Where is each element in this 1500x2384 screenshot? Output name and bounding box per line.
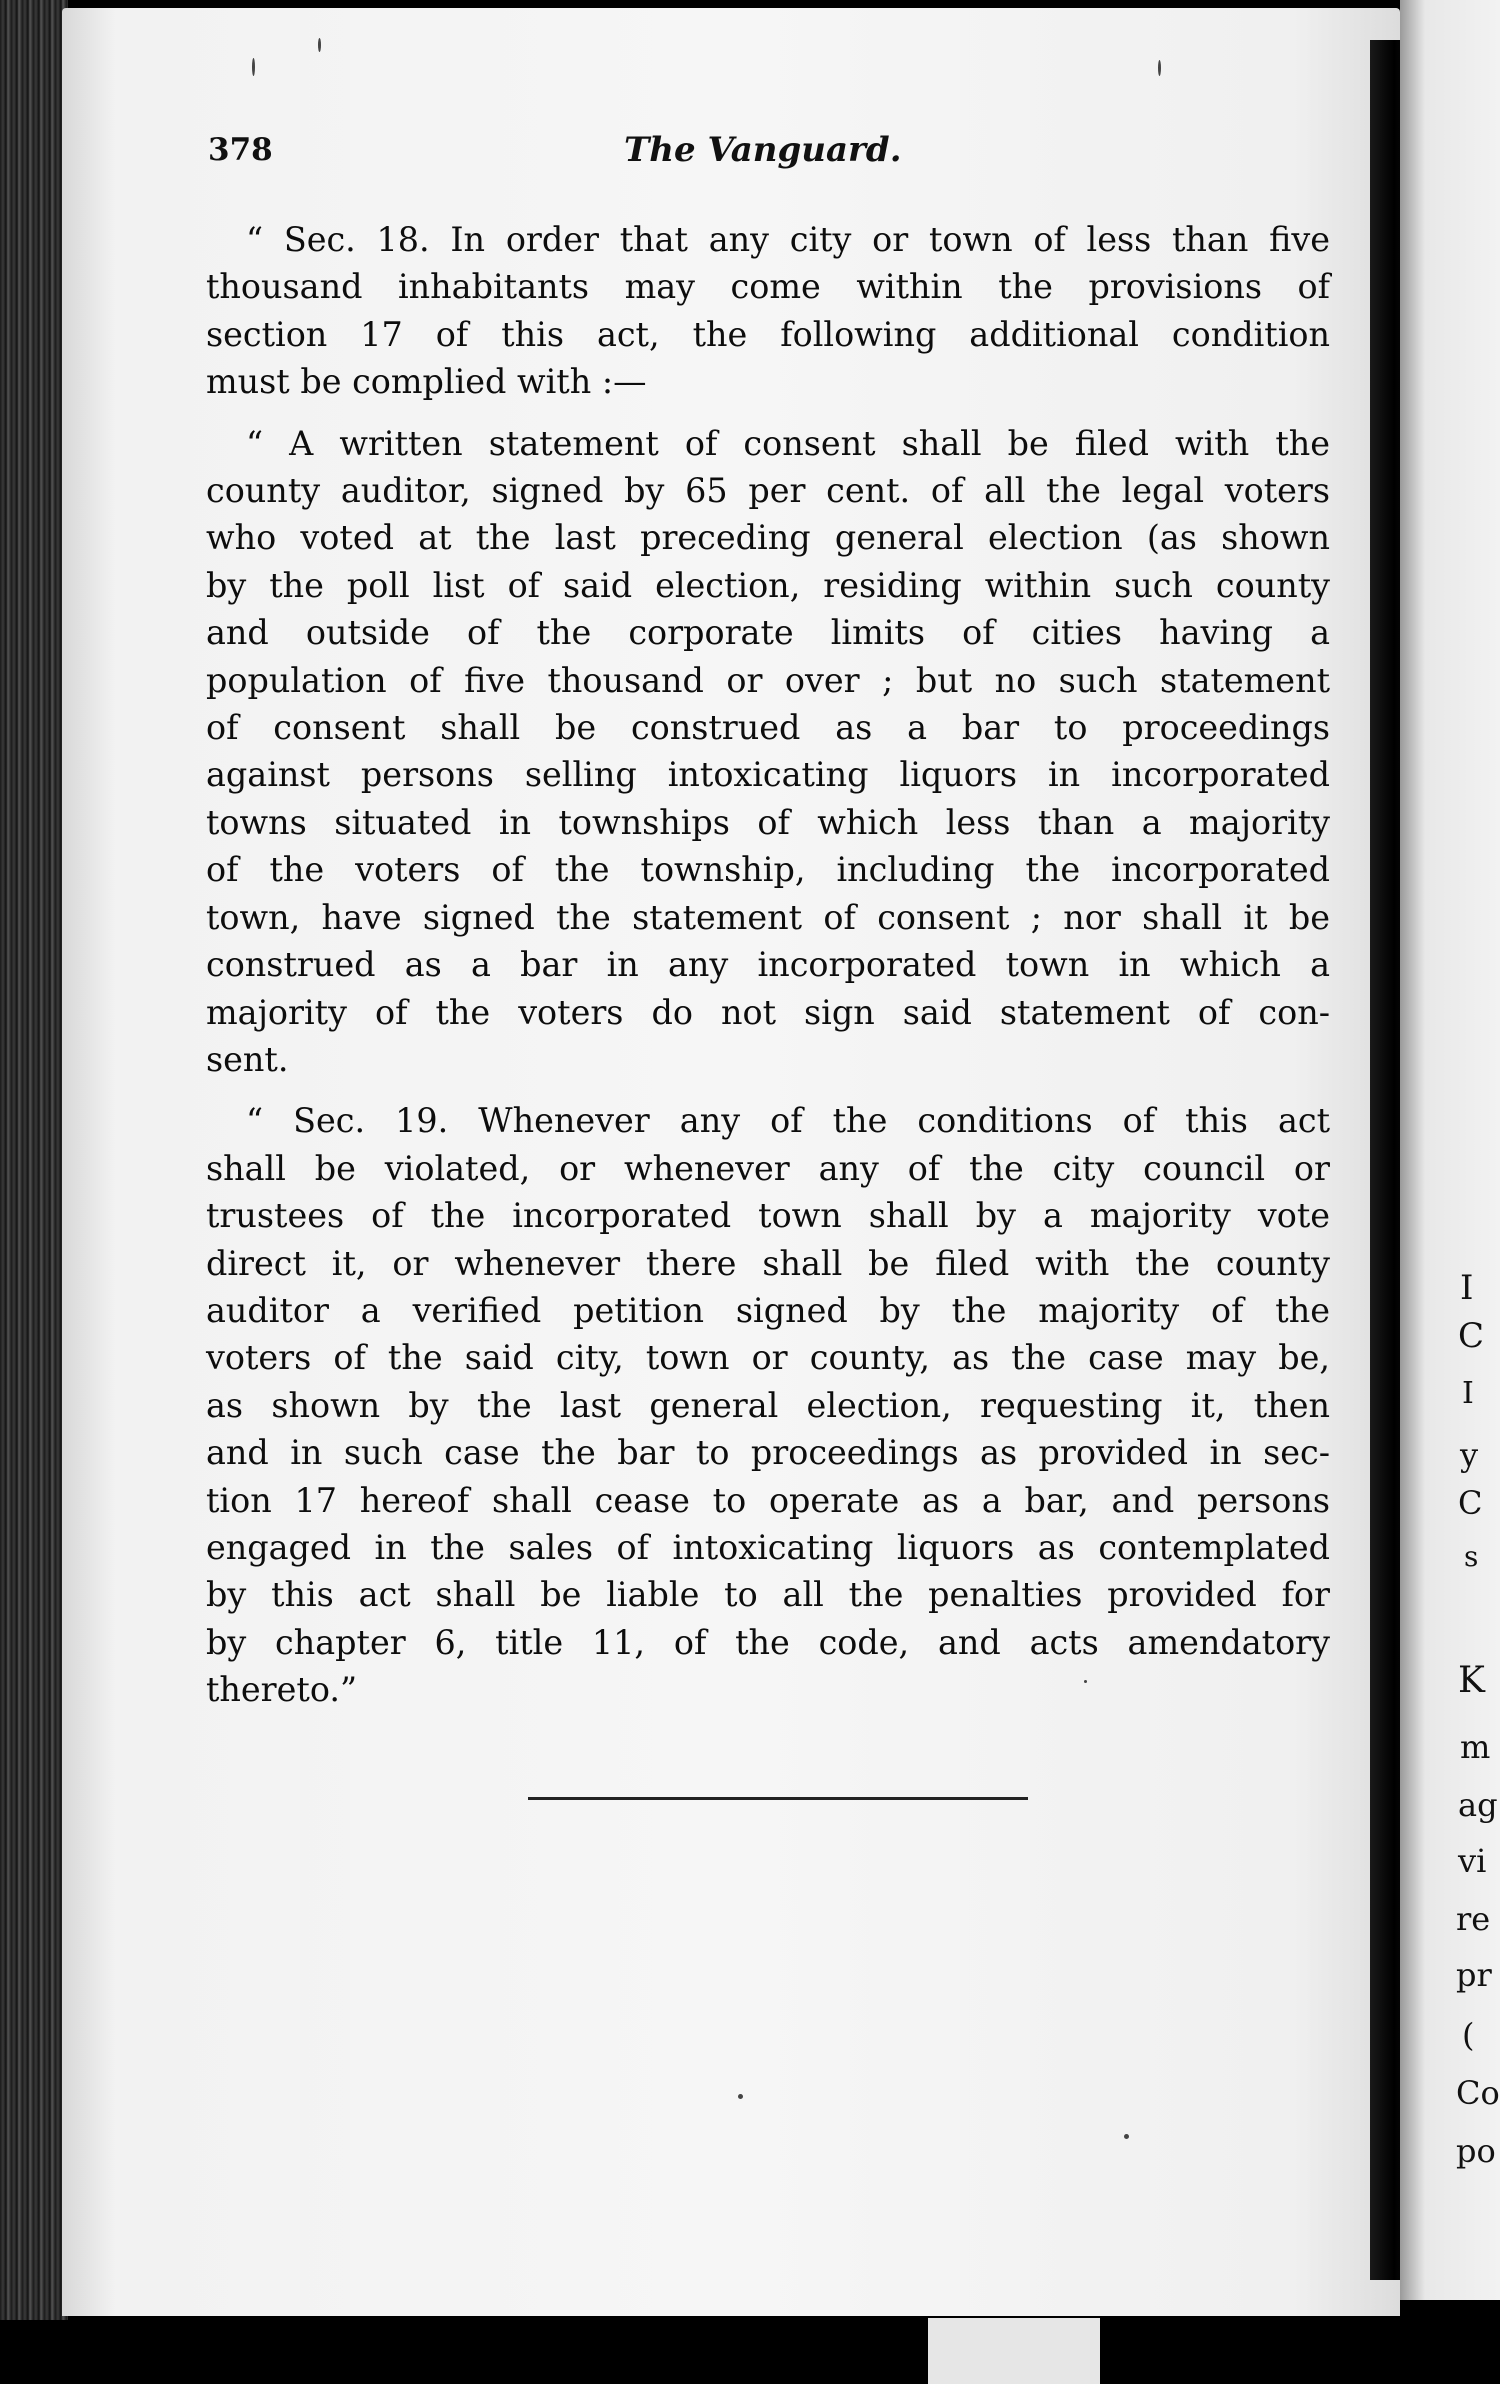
paragraph-sec-19 [206, 1097, 1330, 1713]
text-line: tion 17 hereof shall cease to operate as a bar, and persons [206, 1480, 1330, 1520]
facing-page-fragment: C [1458, 1316, 1485, 1356]
text-line: by this act shall be liable to all the penalties provided for [206, 1575, 1330, 1615]
text-line: auditor a verified petition signed by the majority of the [206, 1290, 1330, 1330]
text-line: of the voters of the township, including the incorporated [206, 850, 1330, 890]
text-line: thousand inhabitants may come within the provisions of [206, 267, 1330, 307]
text-line: majority of the voters do not sign said statement of con- [206, 992, 1330, 1032]
text-line: by the poll list of said election, residing within such county [206, 565, 1330, 605]
text-line: construed as a bar in any incorporated town in which a [206, 945, 1330, 985]
text-line: trustees of the incorporated town shall by a majority vote [206, 1196, 1330, 1236]
paragraph-sec-18 [206, 216, 1330, 406]
text-line: and in such case the bar to proceedings as provided in sec- [206, 1433, 1330, 1473]
facing-page-fragment: K [1458, 1660, 1485, 1701]
text-line: towns situated in townships of which less than a majority [206, 802, 1330, 842]
facing-page-fragment: ag [1458, 1786, 1498, 1824]
text-line: must be complied with :— [206, 362, 647, 402]
facing-page-fragment: I [1460, 1268, 1474, 1308]
text-line: voters of the said city, town or county, as the case may be, [206, 1338, 1330, 1378]
running-head [208, 122, 1328, 182]
scan-speck [1124, 2134, 1129, 2139]
page-tab [928, 2318, 1100, 2384]
book-page-edges [0, 0, 68, 2320]
text-line: “ Sec. 18. In order that any city or town of less than five [246, 220, 1330, 259]
facing-page-fragment: m [1460, 1728, 1491, 1766]
facing-page-fragment: ( [1462, 2016, 1475, 2054]
scan-speck [1084, 1680, 1087, 1683]
text-line: engaged in the sales of intoxicating liquors as contemplated [206, 1527, 1330, 1567]
text-line: against persons selling intoxicating liquors in incorporated [206, 755, 1330, 795]
text-line: and outside of the corporate limits of cities having a [206, 613, 1330, 653]
facing-page-fragment: vi [1458, 1842, 1487, 1880]
paragraph-consent [206, 420, 1330, 1084]
text-line: thereto.” [206, 1670, 358, 1710]
text-line: county auditor, signed by 65 per cent. of all the legal voters [206, 471, 1330, 511]
facing-page-fragment: Co [1456, 2074, 1500, 2112]
text-line: of consent shall be construed as a bar to proceedings [206, 708, 1330, 748]
facing-page-fragment: y [1460, 1436, 1479, 1474]
scan-speck [318, 38, 321, 52]
text-line: town, have signed the statement of consent ; nor shall it be [206, 897, 1330, 937]
facing-page-fragment: pr [1456, 1956, 1492, 1994]
facing-page-fragment: po [1456, 2132, 1496, 2170]
text-line: direct it, or whenever there shall be filed with the county [206, 1243, 1330, 1283]
running-title: The Vanguard. [624, 130, 902, 170]
scan-speck [738, 2094, 743, 2099]
scan-speck [1158, 60, 1161, 76]
page-number: 378 [208, 132, 273, 168]
facing-page-fragment: C [1458, 1484, 1483, 1522]
facing-page-fragment: s [1464, 1540, 1479, 1573]
text-line: as shown by the last general election, requesting it, then [206, 1385, 1330, 1425]
facing-page-fragment: I [1462, 1376, 1474, 1411]
text-line: sent. [206, 1039, 289, 1079]
text-line: population of five thousand or over ; but no such statement [206, 660, 1330, 700]
section-end-rule [528, 1797, 1028, 1800]
text-line: “ A written statement of consent shall be filed with the [246, 423, 1330, 463]
scan-speck [252, 58, 255, 76]
facing-page-fragment: re [1456, 1900, 1491, 1938]
facing-page [1400, 0, 1500, 2300]
text-line: “ Sec. 19. Whenever any of the conditions of this act [246, 1101, 1330, 1141]
body-text [206, 216, 1330, 1728]
text-line: section 17 of this act, the following additional condition [206, 314, 1330, 354]
text-line: shall be violated, or whenever any of the city council or [206, 1148, 1330, 1188]
text-line: by chapter 6, title 11, of the code, and acts amendatory [206, 1622, 1330, 1662]
text-line: who voted at the last preceding general election (as shown [206, 518, 1330, 558]
